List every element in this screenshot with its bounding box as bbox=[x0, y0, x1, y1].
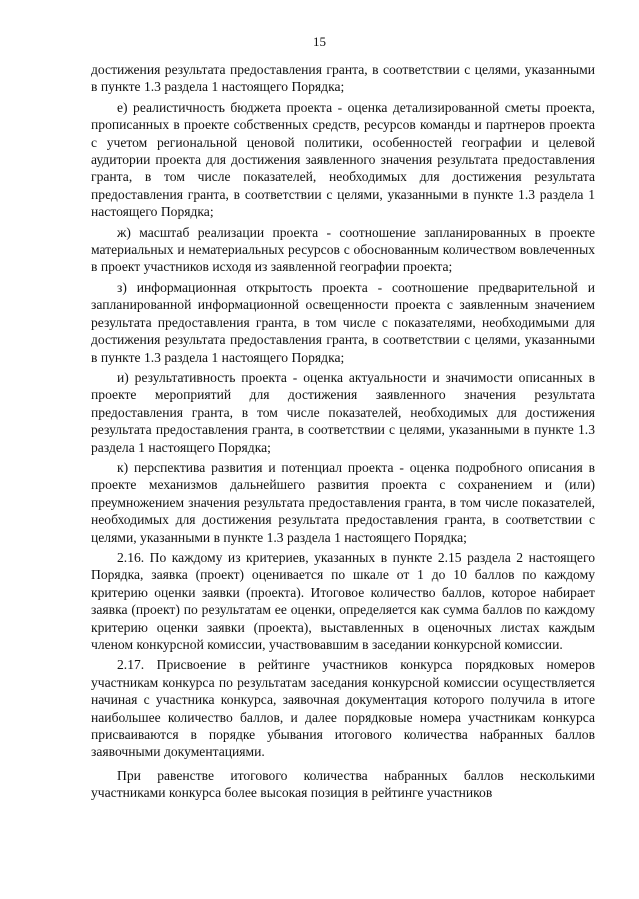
paragraph-criterion-i: и) результативность проекта - оценка актуальности и значимости описанных в проекте мероприятий для достижения заявленного значения результата предоставления гранта, в том числе показателей, необходимых для достижения результата предоставления гранта, в соответствии с целями, указанными в пункте 1.3 раздела 1 настоящего Порядка; bbox=[91, 369, 595, 455]
paragraph-criterion-zh: ж) масштаб реализации проекта - соотношение запланированных в проекте материальных и нематериальных ресурсов с обоснованным количеством вовлеченных в проект участников исходя из заявленной географии проекта; bbox=[91, 224, 595, 275]
paragraph-criterion-z: з) информационная открытость проекта - соотношение предварительной и запланированной информационной освещенности проекта с заявленным значением результата предоставления гранта, в том числе с показателями, необходимыми для достижения результата предоставления гранта, в соответствии с целями, указанными в пункте 1.3 раздела 1 настоящего Порядка; bbox=[91, 279, 595, 365]
paragraph-2-16: 2.16. По каждому из критериев, указанных в пункте 2.15 раздела 2 настоящего Порядка, заявка (проект) оценивается по шкале от 1 до 10 баллов по каждому критерию оценки заявки (проекта). Итоговое количество баллов, которое набирает заявка (проект) по результатам ее оценки, определяется как сумма баллов по каждому критерию оценки заявки (проекта), выставленных в оценочных листах каждым членом конкурсной комиссии, участвовавшим в заседании конкурсной комиссии. bbox=[91, 549, 595, 652]
paragraph-tie-rule: При равенстве итогового количества набранных баллов несколькими участниками конкурса более высокая позиция в рейтинге участников bbox=[91, 767, 595, 801]
paragraph-2-17: 2.17. Присвоение в рейтинге участников конкурса порядковых номеров участникам конкурса по результатам заседания конкурсной комиссии осуществляется начиная с участника конкурса, заявочная документация которого получила в итоге наибольшее количество баллов, и далее порядковые номера участникам конкурса присваиваются в порядке убывания итогового количества набранных баллов заявочными документациями. bbox=[91, 657, 595, 760]
paragraph-criterion-e: е) реалистичность бюджета проекта - оценка детализированной сметы проекта, прописанных в проекте собственных средств, ресурсов команды и партнеров проекта с учетом региональной ценовой политики, особенностей географии и целевой аудитории проекта для достижения заявленного значения результата предоставления гранта, в том числе показателей, необходимых для достижения результата предоставления гранта, в соответствии с целями, указанными в пункте 1.3 раздела 1 настоящего Порядка; bbox=[91, 99, 595, 220]
paragraph-criterion-k: к) перспектива развития и потенциал проекта - оценка подробного описания в проекте механизмов дальнейшего развития проекта с сохранением и (или) преумножением значения результата предоставления гранта, в том числе показателей, необходимых для достижения результата предоставления гранта, в соответствии с целями, указанными в пункте 1.3 раздела 1 настоящего Порядка; bbox=[91, 459, 595, 545]
document-body bbox=[91, 61, 595, 802]
paragraph-continuation: достижения результата предоставления гранта, в соответствии с целями, указанными в пункте 1.3 раздела 1 настоящего Порядка; bbox=[91, 62, 595, 95]
page-number: 15 bbox=[313, 34, 326, 49]
